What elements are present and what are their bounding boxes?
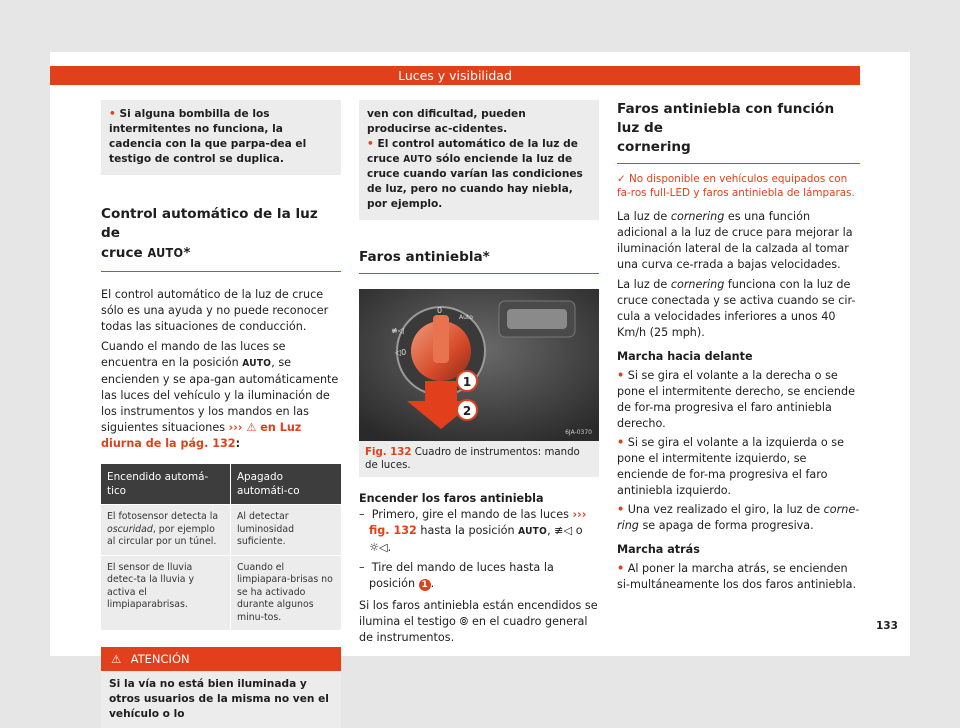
availability-note: ✓ No disponible en vehículos equipados con fa-ros full-LED y faros antiniebla de lámparas. [617,173,855,199]
text-span: hasta la posición [420,524,515,537]
table-cell: El sensor de lluvia detec-ta la lluvia y activa el limpiaparabrisas. [101,555,230,630]
text-span: , se encienden y se apa-gan automáticamente las luces del vehículo y la iluminación de los instrumentos y los mandos en las siguientes situaciones [101,356,339,434]
column-right [617,100,860,593]
warning-header [101,647,341,671]
heading-line2: cruce [101,245,143,261]
figure-code: 6JA-0370 [565,429,592,436]
info-box-text: Si alguna bombilla de los intermitentes no funciona, la cadencia con la que parpa-dea el testigo de control se duplica. [109,108,307,165]
svg-text:0: 0 [437,306,443,315]
text-italic: corne-ring [617,503,860,532]
text-span: : [235,437,241,450]
text-span: Tire del mando de luces hasta la posición [369,561,554,590]
step-item: – Tire del mando de luces hasta la posición 1 . [359,561,554,590]
text-italic: cornering [670,278,725,291]
bullet-icon: • [367,138,374,150]
cell-text-italic: oscuridad [107,523,153,535]
text-span: Primero, gire el mando de las luces [371,508,569,521]
column-middle [359,100,599,646]
figure-caption-text: Cuadro de instrumentos: mando de luces. [365,447,580,471]
subheading: Marcha hacia delante [617,350,753,363]
step-item: – Primero, gire el mando de las luces ››› fig. 132 hasta la posición AUTO, ≢◁ o ☼◁. [359,508,587,554]
paragraph [617,209,860,273]
warning-icon: ⚠ [111,652,122,666]
figure-caption [359,441,599,477]
text-span: Si se gira el volante a la derecha o se pone el intermitente derecho, se enciende de for-ma progresiva el faro antiniebla derecho. [617,369,855,430]
position-1-icon: 1 [419,579,431,591]
bullet-item [617,368,860,432]
warning-continued-text: ven con dificultad, pueden producirse ac-cidentes. [367,108,526,135]
text-span: Cuando el mando de las luces se encuentra en la posición [101,340,286,369]
auto-badge: AUTO [147,245,184,260]
heading-line1: Control automático de la luz de [101,206,318,241]
text-span: El control automático de la luz de cruce [367,138,578,165]
column-left [101,100,341,728]
text-italic: cornering [670,210,725,223]
text-span: La luz de [617,278,668,291]
table-row [101,505,341,556]
section-heading [101,205,341,263]
auto-badge: AUTO [403,154,433,165]
bullet-icon: • [617,369,625,382]
warning-continuation-box [359,100,599,220]
text-span: es una función adicional a la luz de cruce para mejorar la iluminación lateral de la calzada al tomar una curva ce-rrada a bajas velocidades. [617,210,853,271]
text-span: Si se gira el volante a la izquierda o se pone el intermitente izquierdo, se enciende de for-ma progresiva el faro antiniebla izquierdo. [617,436,844,497]
heading-line1: Faros antiniebla con función luz de [617,101,835,136]
svg-text:Auto: Auto [459,314,473,321]
heading-star: * [183,245,191,261]
subheading: Marcha atrás [617,543,700,556]
warning-box [101,647,341,728]
table-cell: Cuando el limpiapara-brisas no se ha activado durante algunos minu-tos. [230,555,341,630]
subheading: Encender los faros antiniebla [359,492,544,505]
page-number: 133 [876,620,898,632]
figure-reference-link[interactable]: ››› fig. 132 [369,508,587,537]
figure-callout-2: 2 [462,404,472,418]
bullet-item [617,561,860,593]
text-span: La luz de [617,210,668,223]
warning-title: ATENCIÓN [130,652,190,666]
bullet-icon: • [617,436,625,449]
svg-text:◁0: ◁0 [395,348,407,357]
bullet-icon: • [617,503,625,516]
bullet-item [617,502,860,534]
figure-132 [359,289,599,477]
cross-reference-link[interactable]: ››› ⚠ en Luz diurna de la pág. 132 [101,421,302,450]
figure-callout-1: 1 [462,375,472,389]
text-span: Al poner la marcha atrás, se encienden si-multáneamente los dos faros antiniebla. [617,562,857,591]
text-span: se apaga de forma progresiva. [642,519,814,532]
page-header: Luces y visibilidad [50,66,860,85]
table-row [101,555,341,630]
auto-light-table [101,464,341,630]
bullet-icon: • [617,562,625,575]
auto-badge: AUTO [518,526,548,537]
text-span: . [430,577,435,590]
warning-text: Si la vía no está bien iluminada y otros usuarios de la misma no ven el vehículo o lo [101,671,341,728]
warning-bullet [367,137,591,212]
table-cell [101,505,230,556]
table-header: Encendido automá-tico [101,464,230,505]
section-title-fog [359,248,599,274]
paragraph: El control automático de la luz de cruce sólo es una ayuda y no puede reconocer todas las situaciones de conducción. [101,288,329,333]
table-cell: Al detectar luminosidad suficiente. [230,505,341,556]
auto-badge: AUTO [242,358,272,369]
table-header: Apagado automáti-co [230,464,341,505]
cornering-body [617,172,860,593]
text-span: Una vez realizado el giro, la luz de [627,503,821,516]
cell-text: , por ejemplo al circular por un túnel. [107,523,217,547]
info-box [101,100,341,175]
paragraph: Si los faros antiniebla están encendidos se ilumina el testigo ⦾ en el cuadro general de instrumentos. [359,599,598,644]
svg-text:≢◁: ≢◁ [391,326,404,335]
section-heading: Faros antiniebla* [359,249,490,265]
paragraph [617,277,860,341]
light-switch-photo [359,289,599,441]
text-span: , ≢◁ o ☼◁. [369,524,583,554]
section-heading [617,100,860,157]
bullet-icon: • [109,108,116,120]
light-switch-illustration [359,289,599,441]
text-span: sólo enciende la luz de cruce cuando varían las condiciones de luz, pero no cuando hay niebla, por ejemplo. [367,153,583,210]
fog-instructions [359,491,599,646]
text-span: funciona con la luz de cruce conectada y se activa cuando se cir-cula a velocidades inferiores a unos 40 Km/h (25 mph). [617,278,856,339]
section-title-cornering [617,100,860,164]
figure-number: Fig. 132 [365,447,412,458]
bullet-item [617,435,860,499]
body-text [101,287,341,452]
heading-line2: cornering [617,139,691,155]
cell-text: El fotosensor detecta la [107,511,219,522]
section-title-auto-light [101,205,341,272]
paragraph [101,339,341,452]
